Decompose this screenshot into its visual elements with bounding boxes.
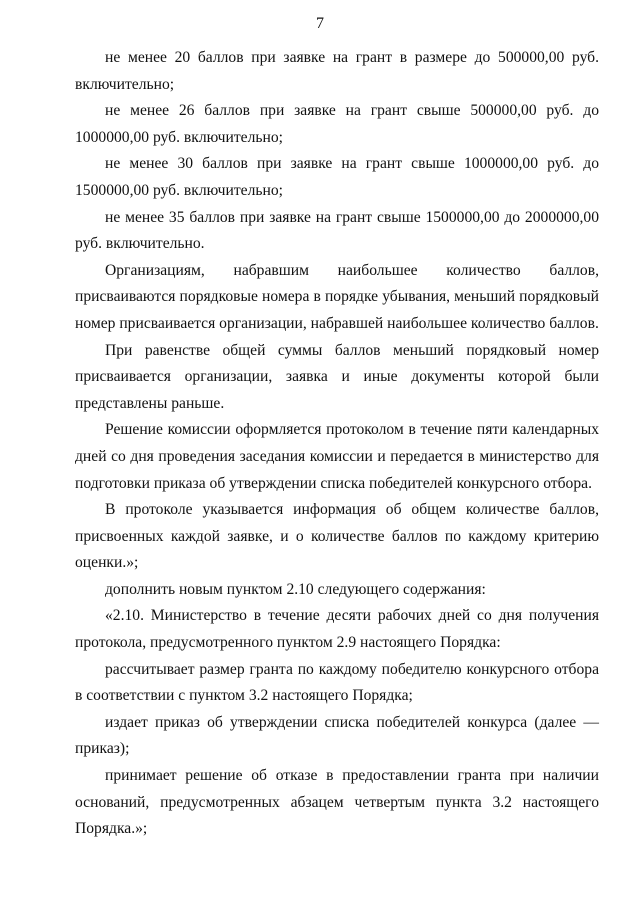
- paragraph-threshold-500k: не менее 20 баллов при заявке на грант в размере до 500000,00 руб. включительно;: [75, 49, 599, 93]
- paragraph-tie-break: При равенстве общей суммы баллов меньший порядковый номер присваивается организации, заявка и иные документы которой были представлены раньше.: [75, 341, 599, 412]
- paragraph-grant-calculation: рассчитывает размер гранта по каждому победителю конкурсного отбора в соответствии с пунктом 3.2 настоящего Порядка;: [75, 660, 599, 705]
- paragraph-threshold-1m: не менее 26 баллов при заявке на грант свыше 500000,00 руб. до 1000000,00 руб. включительно;: [75, 102, 599, 146]
- paragraph-ranking: Организациям, набравшим наибольшее количество баллов, присваиваются порядковые номера в порядке убывания, меньший порядковый номер присваивается организации, набравшей наибольшее количество баллов.: [75, 261, 599, 332]
- paragraph-protocol-content: В протоколе указывается информация об общем количестве баллов, присвоенных каждой заявке, и о количестве баллов по каждому критерию оценки.»;: [75, 501, 599, 572]
- paragraph-refusal-decision: принимает решение об отказе в предоставлении гранта при наличии оснований, предусмотренных абзацем четвертым пункта 3.2 настоящего Порядка.»;: [75, 767, 599, 838]
- paragraph-threshold-1-5m: не менее 30 баллов при заявке на грант свыше 1000000,00 руб. до 1500000,00 руб. включительно;: [75, 155, 599, 199]
- paragraph-clause-2-10: «2.10. Министерство в течение десяти рабочих дней со дня получения протокола, предусмотренного пунктом 2.9 настоящего Порядка:: [75, 607, 599, 652]
- document-body: [75, 45, 599, 843]
- paragraph-amendment-intro: дополнить новым пунктом 2.10 следующего содержания:: [105, 580, 486, 598]
- paragraph-threshold-2m: не менее 35 баллов при заявке на грант свыше 1500000,00 до 2000000,00 руб. включительно.: [75, 208, 599, 253]
- paragraph-commission-decision: Решение комиссии оформляется протоколом в течение пяти календарных дней со дня проведения заседания комиссии и передается в министерство для подготовки приказа об утверждении списка победителей конкурсного отбора.: [75, 421, 599, 492]
- paragraph-order-issue: издает приказ об утверждении списка победителей конкурса (далее — приказ);: [75, 713, 599, 758]
- page-number: 7: [316, 15, 324, 32]
